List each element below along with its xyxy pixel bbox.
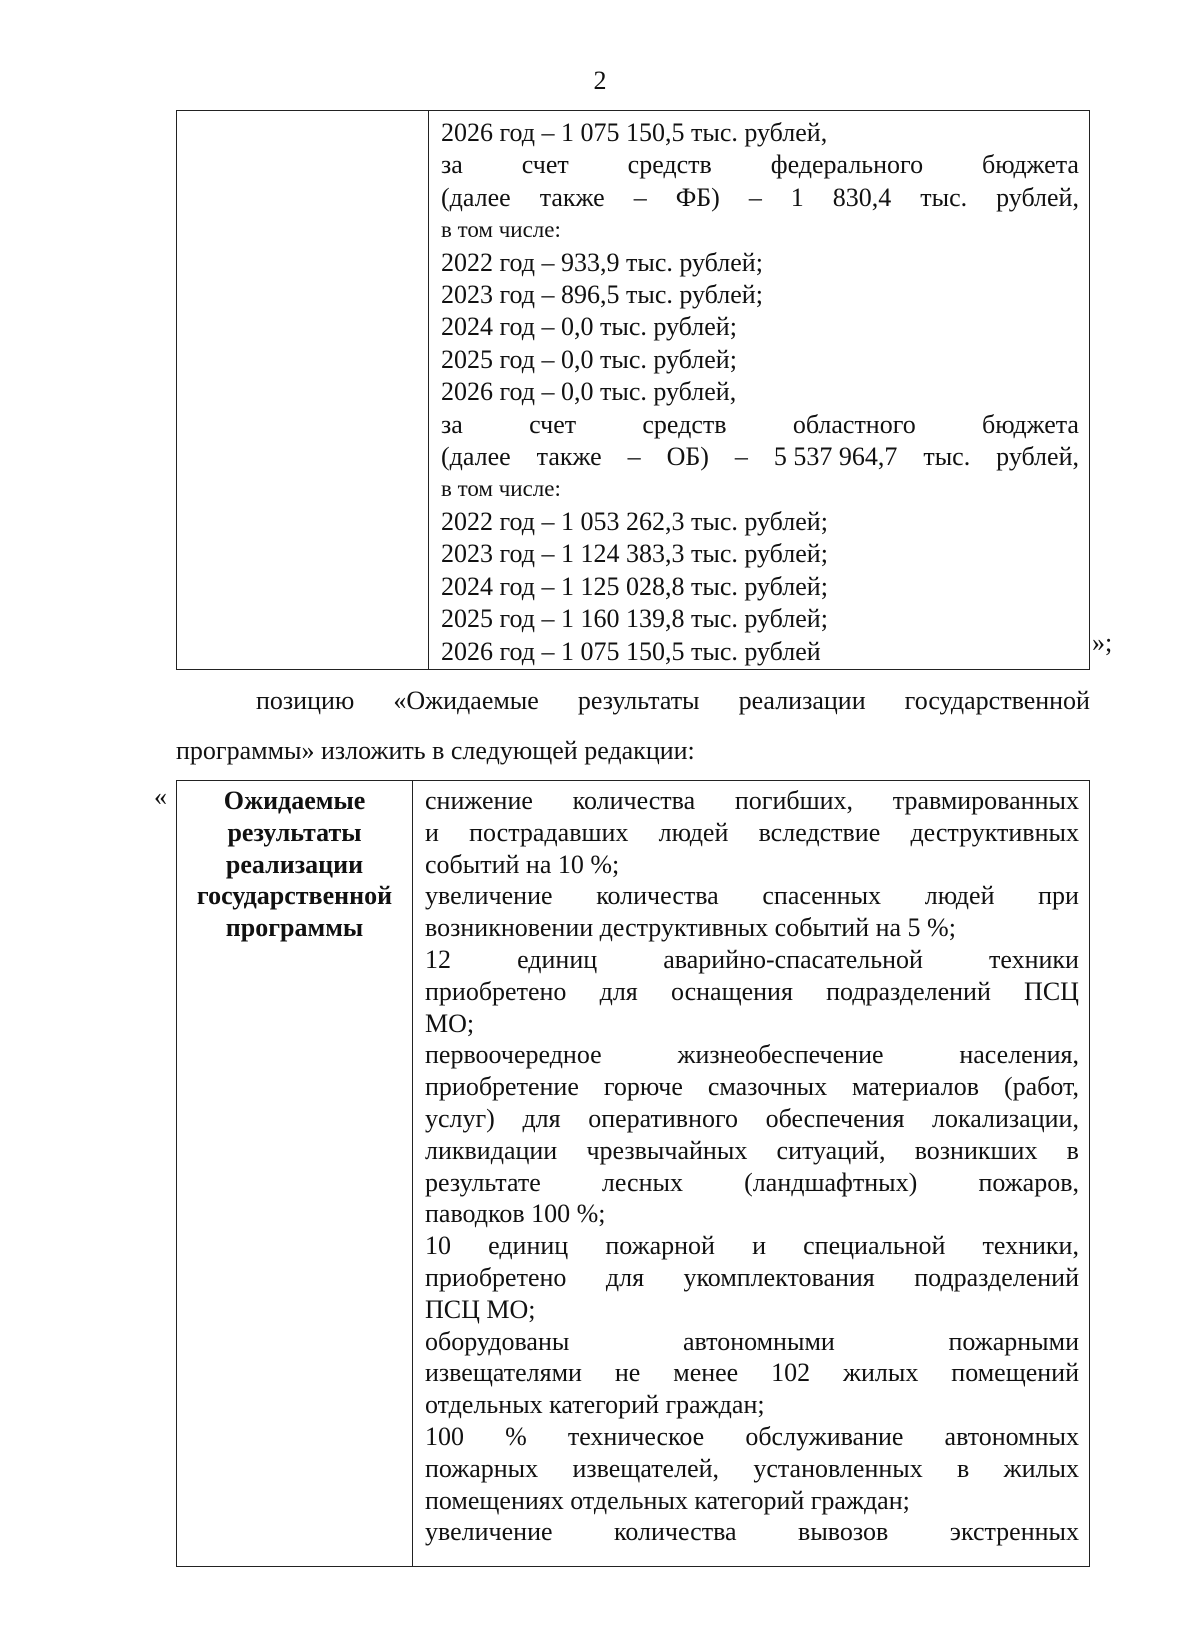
word: для [599, 976, 638, 1006]
finance-table [176, 110, 1090, 670]
word: 12 [425, 944, 451, 974]
opening-quote-mark: « [154, 782, 167, 811]
word: реализации [738, 686, 866, 715]
word: техники, [982, 1231, 1079, 1261]
word: менее [673, 1358, 739, 1388]
word: тыс. [923, 442, 971, 472]
result-line [425, 817, 1079, 849]
word: чрезвычайных [586, 1135, 748, 1165]
word: специальной [803, 1231, 946, 1261]
word: количества [614, 1517, 737, 1547]
word: ситуаций, [776, 1135, 886, 1165]
word: пожарной [605, 1231, 715, 1261]
results-table-content-cell [413, 781, 1089, 1566]
result-line [425, 944, 1079, 976]
finance-line: 2026 год – 0,0 тыс. рублей, [441, 377, 737, 407]
word: средств [642, 409, 727, 439]
result-line: отдельных категорий граждан; [425, 1390, 765, 1420]
word: 5 537 964,7 [773, 442, 898, 472]
word: спасенных [762, 881, 882, 911]
word: 10 [425, 1231, 451, 1261]
finance-line: в том числе: [441, 217, 561, 243]
word: обеспечения [765, 1103, 905, 1133]
word: рублей, [996, 442, 1079, 472]
word: оборудованы [425, 1326, 570, 1356]
word: позицию [256, 686, 355, 715]
result-line: ПСЦ МО; [425, 1294, 536, 1324]
word: техники [989, 944, 1079, 974]
result-line [425, 1453, 1079, 1485]
word: в [957, 1453, 970, 1483]
word: ОБ) [666, 442, 709, 472]
word: 830,4 [832, 182, 892, 212]
word: аварийно-спасательной [663, 944, 923, 974]
word: количества [572, 786, 696, 815]
word: увеличение [425, 1517, 553, 1547]
word: людей [924, 881, 995, 911]
word: за [441, 409, 463, 439]
word: вывозов [798, 1517, 889, 1547]
word: – [748, 182, 762, 212]
word: «Ожидаемые [393, 686, 539, 715]
word: счет [521, 150, 569, 180]
word: людей [658, 817, 729, 847]
finance-line [441, 182, 1079, 214]
word: снижение [425, 786, 533, 815]
word: вследствие [758, 817, 881, 847]
result-line [425, 1103, 1079, 1135]
word: погибших, [734, 786, 854, 815]
word: – [734, 442, 748, 472]
finance-line: 2022 год – 933,9 тыс. рублей; [441, 247, 763, 277]
heading-line: программы [225, 913, 364, 943]
finance-line: 2026 год – 1 075 150,5 тыс. рублей, [441, 118, 828, 147]
result-line [425, 785, 1079, 817]
finance-line: в том числе: [441, 476, 561, 502]
result-line [425, 1230, 1079, 1262]
word: пострадавших [469, 817, 629, 847]
word: за [441, 150, 463, 180]
result-line: помещениях отдельных категорий граждан; [425, 1485, 910, 1515]
word: помещений [951, 1358, 1079, 1388]
result-line [425, 1516, 1079, 1548]
word: количества [596, 881, 719, 911]
word: средств [627, 150, 712, 180]
results-table-heading-cell [177, 781, 413, 1566]
word: жизнеобеспечение [677, 1040, 884, 1070]
word: бюджета [982, 409, 1079, 439]
word: и [752, 1231, 766, 1261]
finance-table-empty-cell [177, 111, 429, 669]
finance-line [441, 441, 1079, 473]
word: услуг) [425, 1103, 495, 1133]
word: автономными [683, 1326, 835, 1356]
result-line [425, 1135, 1079, 1167]
finance-line: 2025 год – 0,0 тыс. рублей; [441, 344, 737, 374]
word: подразделений [914, 1262, 1079, 1292]
word: приобретено [425, 976, 567, 1006]
word: первоочередное [425, 1040, 602, 1070]
word: локализации, [932, 1103, 1079, 1133]
word: автономных [944, 1421, 1079, 1451]
word: пожаров, [978, 1167, 1079, 1197]
page-number: 2 [593, 66, 607, 95]
word: (далее [441, 182, 511, 212]
word: для [522, 1103, 561, 1133]
word: ликвидации [425, 1135, 558, 1165]
finance-line [441, 149, 1079, 181]
finance-line: 2023 год – 1 124 383,3 тыс. рублей; [441, 539, 828, 569]
word: 1 [790, 182, 804, 212]
word: смазочных [707, 1072, 828, 1102]
heading-line: государственной [196, 881, 393, 911]
word: 102 [771, 1358, 811, 1388]
result-line [425, 1071, 1079, 1103]
heading-line: Ожидаемые [223, 786, 366, 815]
word: областного [792, 409, 916, 439]
word: единиц [517, 944, 598, 974]
paragraph-line-1 [176, 686, 1090, 716]
result-line [425, 1039, 1079, 1071]
result-line [425, 880, 1079, 912]
word: % [505, 1421, 527, 1451]
result-line: событий на 10 %; [425, 849, 620, 879]
closing-quote-mark: »; [1092, 628, 1113, 657]
word: федерального [770, 150, 924, 180]
word: результаты [577, 686, 700, 715]
word: приобретение [425, 1072, 579, 1102]
word: ПСЦ [1024, 976, 1079, 1006]
word: материалов [852, 1072, 980, 1102]
word: возникших [914, 1135, 1038, 1165]
word: также [539, 182, 605, 212]
word: счет [529, 409, 577, 439]
word: результате [425, 1167, 541, 1197]
word: (далее [441, 442, 511, 472]
word: травмированных [892, 786, 1079, 815]
word: бюджета [982, 150, 1079, 180]
word: увеличение [425, 881, 553, 911]
finance-table-content-cell [429, 111, 1089, 669]
results-table [176, 780, 1090, 1567]
word: также [536, 442, 602, 472]
word: – [633, 182, 647, 212]
word: рублей, [996, 182, 1079, 212]
finance-line: 2023 год – 896,5 тыс. рублей; [441, 280, 763, 310]
result-line [425, 976, 1079, 1008]
word: приобретено [425, 1262, 567, 1292]
word: извещателей, [572, 1453, 720, 1483]
word: жилых [843, 1358, 919, 1388]
word: пожарных [425, 1453, 539, 1483]
result-line: паводков 100 %; [425, 1199, 606, 1229]
word: единиц [488, 1231, 569, 1261]
word: тыс. [920, 182, 968, 212]
word: ФБ) [675, 182, 720, 212]
finance-line: 2025 год – 1 160 139,8 тыс. рублей; [441, 604, 828, 634]
word: подразделений [826, 976, 991, 1006]
word: – [627, 442, 641, 472]
word: оперативного [588, 1103, 739, 1133]
word: укомплектования [683, 1262, 875, 1292]
result-line: возникновении деструктивных событий на 5 %; [425, 913, 956, 943]
word: деструктивных [910, 817, 1079, 847]
result-line [425, 1421, 1079, 1453]
result-line [425, 1167, 1079, 1199]
finance-line: 2022 год – 1 053 262,3 тыс. рублей; [441, 506, 828, 536]
word: (работ, [1003, 1072, 1079, 1102]
word: техническое [567, 1421, 705, 1451]
word: при [1038, 881, 1079, 911]
finance-line: 2026 год – 1 075 150,5 тыс. рублей [441, 636, 821, 666]
word: извещателями [425, 1358, 582, 1388]
heading-line: реализации [225, 849, 364, 879]
word: пожарными [948, 1326, 1079, 1356]
result-line [425, 1357, 1079, 1389]
result-line: МО; [425, 1008, 475, 1038]
word: 100 [425, 1421, 464, 1451]
finance-line: 2024 год – 1 125 028,8 тыс. рублей; [441, 571, 828, 601]
paragraph-line-2: программы» изложить в следующей редакции: [176, 736, 695, 765]
word: экстренных [949, 1517, 1079, 1547]
word: для [605, 1262, 645, 1292]
result-line [425, 1326, 1079, 1358]
heading-line: результаты [227, 817, 362, 847]
word: и [425, 817, 439, 847]
word: государственной [904, 686, 1090, 715]
word: жилых [1003, 1453, 1079, 1483]
finance-line: 2024 год – 0,0 тыс. рублей; [441, 312, 737, 342]
word: не [614, 1358, 641, 1388]
word: (ландшафтных) [744, 1167, 918, 1197]
result-line [425, 1262, 1079, 1294]
word: горюче [603, 1072, 683, 1102]
word: населения, [959, 1040, 1079, 1070]
word: обслуживание [745, 1421, 904, 1451]
word: в [1066, 1135, 1079, 1165]
finance-line [441, 409, 1079, 441]
word: оснащения [670, 976, 793, 1006]
word: лесных [601, 1167, 683, 1197]
word: установленных [753, 1453, 923, 1483]
